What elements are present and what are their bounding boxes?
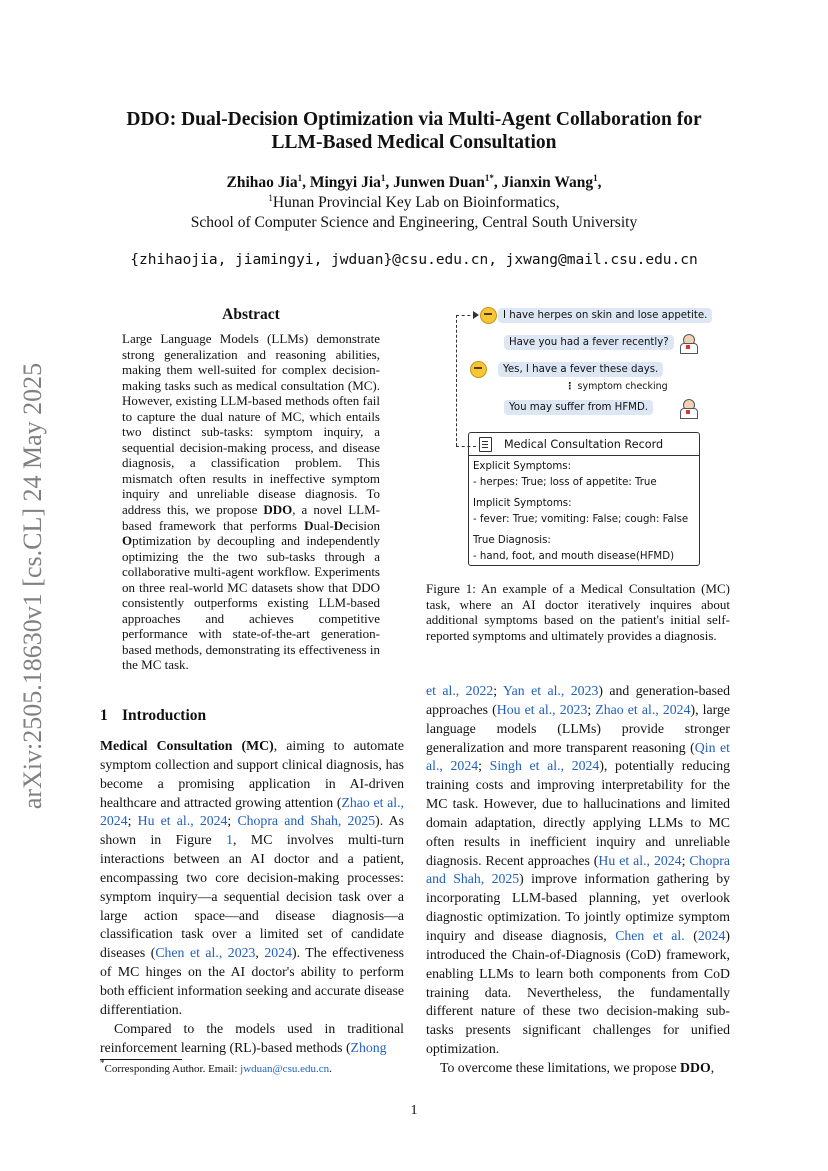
symptom-checking-note: ⋮ symptom checking xyxy=(565,381,668,392)
citation-link[interactable]: Chen et al. xyxy=(615,927,685,943)
author-name: Mingyi Jia xyxy=(309,174,381,191)
intro-paragraph-2: Compared to the models used in traditional reinforcement learning (RL)-based methods (Zhong xyxy=(100,1020,404,1055)
affiliation xyxy=(100,193,728,233)
page-number: 1 xyxy=(410,1103,418,1118)
intro-paragraph-1-cont: et al., 2022; Yan et al., 2023) and generation-based approaches (Hou et al., 2023; Zhao et al., 2024), large language models (LLMs) provide stronger generalization and more transparent reasoning (Qin et al., 2024; Singh et al., 2024), potentially reducing training costs and improving interpretability for the MC task. However, due to hallucinations and limited domain adaptation, directly applying LLMs to MC often results in inefficient inquiry and unreliable diagnosis. Recent approaches (Hu et al., 2024; Chopra and Shah, 2025) improve information gathering by incorporating LLM-based planning, yet overlook diagnostic optimization. To jointly optimize symptom inquiry and disease diagnosis, Chen et al. (2024) introduced the Chain-of-Diagnosis (CoD) framework, enabling LLMs to learn both components from CoD training data. Nevertheless, the fundamentally different nature of these two decision-making sub-tasks presents significant challenges for unified optimization. xyxy=(426,683,731,1057)
citation-link[interactable]: 2024 xyxy=(264,945,292,961)
author-affil-mark: 1 xyxy=(380,173,386,183)
intro-paragraph-3: To overcome these limitations, we propose DDO, xyxy=(440,1059,715,1075)
true-diagnosis-value: - hand, foot, and mouth disease(HFMD) xyxy=(473,550,675,562)
doctor-message-1: Have you had a fever recently? xyxy=(504,335,674,350)
true-diagnosis-label: True Diagnosis: xyxy=(473,534,551,546)
record-body xyxy=(469,456,699,567)
author-affil-mark: 1* xyxy=(484,173,494,183)
citation-link[interactable]: Zhao et al., 2024 xyxy=(100,794,404,829)
arrow-icon xyxy=(473,311,479,319)
citation-link[interactable]: Chopra and Shah, 2025 xyxy=(426,852,730,887)
abstract-text: Large Language Models (LLMs) demonstrate strong generalization and reasoning abilities, making them well-suited for complex decision-making tasks such as medical consultation (MC). However, existing LLM-based methods often fail to capture the dual nature of MC, which entails two distinct sub-tasks: symptom inquiry, a sequential decision-making process, and disease diagnosis, a classification problem. This mismatch often results in ineffective symptom inquiry and unreliable disease diagnosis. To address this, we propose DDO, a novel LLM-based framework that performs Dual-Decision Optimization by decoupling and independently optimizing the the two sub-tasks through a collaborative multi-agent workflow. Experiments on three real-world MC datasets show that DDO consistently outperforms existing LLM-based approaches and achieves competitive performance with state-of-the-art generation-based methods, demonstrating its effectiveness in the MC task. xyxy=(122,331,380,673)
citation-link[interactable]: et al., 2022 xyxy=(426,683,494,698)
explicit-symptoms-values: - herpes: True; loss of appetite: True xyxy=(473,476,657,488)
record-header xyxy=(469,433,699,456)
citation-link[interactable]: Hou et al., 2023 xyxy=(496,701,588,717)
citation-link[interactable]: 2024 xyxy=(697,927,726,943)
figure-reference-link[interactable]: 1 xyxy=(226,832,234,848)
author-affil-mark: 1 xyxy=(297,173,303,183)
intro-paragraph-1: Medical Consultation (MC), aiming to automate symptom collection and support clinical diagnosis, has become a promising application in AI-driven healthcare and attracted growing attention (Zhao et al., 2024; Hu et al., 2024; Chopra and Shah, 2025). As shown in Figure 1, MC involves multi-turn interactions between an AI doctor and a patient, encompassing two core decision-making processes: symptom inquiry—a sequential decision task over a large action space—and disease diagnosis—a classification task over a limited set of candidate diseases (Chen et al., 2023, 2024). The effectiveness of MC hinges on the AI doctor's ability to perform both efficient information seeking and accurate disease differentiation. xyxy=(100,738,405,1017)
arxiv-identifier: arXiv:2505.18630v1 [cs.CL] 24 May 2025 xyxy=(18,362,47,810)
patient-message-1: I have herpes on skin and lose appetite. xyxy=(498,308,712,323)
citation-link[interactable]: Yan et al., 2023 xyxy=(503,683,599,698)
citation-link[interactable]: Zhao et al., 2024 xyxy=(595,701,691,717)
clipboard-icon xyxy=(479,437,492,452)
implicit-symptoms-values: - fever: True; vomiting: False; cough: False xyxy=(473,513,689,525)
citation-link[interactable]: Qin et al., 2024 xyxy=(426,739,730,774)
citation-link[interactable]: Zhong xyxy=(350,1039,387,1055)
email-link[interactable]: jwduan@csu.edu.cn xyxy=(240,1063,330,1075)
symptom-checking-label: symptom checking xyxy=(577,381,668,392)
citation-link[interactable]: Hu et al., 2024 xyxy=(137,813,228,829)
record-title: Medical Consultation Record xyxy=(504,437,664,451)
patient-message-2: Yes, I have a fever these days. xyxy=(498,362,663,377)
consultation-record xyxy=(468,432,700,566)
doctor-message-2: You may suffer from HFMD. xyxy=(504,400,653,415)
affiliation-line-1: Hunan Provincial Key Lab on Bioinformatics, xyxy=(272,194,560,211)
footnote: *Corresponding Author. Email: jwduan@csu.edu.cn. xyxy=(100,1058,332,1075)
doctor-avatar-icon xyxy=(680,399,696,417)
author-list: Zhihao Jia$^1$, Mingyi Jia$^1$, Junwen Duan$^{1*}$, Jianxin Wang$^1$, xyxy=(226,173,602,191)
implicit-symptoms-label: Implicit Symptoms: xyxy=(473,497,572,509)
explicit-symptoms-label: Explicit Symptoms: xyxy=(473,461,572,472)
abstract-heading: Abstract xyxy=(222,306,280,323)
title-line-1: DDO: Dual-Decision Optimization via Multi-Agent Collaboration for xyxy=(126,109,702,130)
citation-link[interactable]: Chopra and Shah, 2025 xyxy=(237,813,376,829)
affiliation-line-2: School of Computer Science and Engineering, Central South University xyxy=(190,214,638,231)
author-emails: {zhihaojia, jiamingyi, jwduan}@csu.edu.cn, jxwang@mail.csu.edu.cn xyxy=(130,252,698,268)
intro-right-column xyxy=(426,682,730,1078)
patient-face-icon xyxy=(480,307,497,324)
author-name: Jianxin Wang xyxy=(501,174,594,191)
author-affil-mark: 1 xyxy=(593,173,598,183)
citation-link[interactable]: Chen et al., 2023 xyxy=(155,945,256,961)
footnote-rule xyxy=(100,1059,182,1060)
dialogue-flow-line xyxy=(456,315,457,446)
doctor-avatar-icon xyxy=(680,334,696,352)
affil-mark: 1 xyxy=(268,193,273,203)
figure-1 xyxy=(452,306,708,568)
author-name: Junwen Duan xyxy=(393,174,485,191)
figure-1-caption: Figure 1: An example of a Medical Consultation (MC) task, where an AI doctor iteratively inquires about additional symptoms based on the patient's initial self-reported symptoms and ultimately provides a diagnosis. xyxy=(426,581,730,643)
title-line-2: LLM-Based Medical Consultation xyxy=(271,132,557,153)
citation-link[interactable]: Singh et al., 2024 xyxy=(489,758,600,774)
section-heading-introduction: 1 Introduction xyxy=(100,707,207,724)
intro-left-column xyxy=(100,737,404,1057)
patient-face-icon xyxy=(470,361,487,378)
author-name: Zhihao Jia xyxy=(226,174,298,191)
citation-link[interactable]: Hu et al., 2024 xyxy=(598,852,682,868)
paper-title xyxy=(100,108,728,154)
